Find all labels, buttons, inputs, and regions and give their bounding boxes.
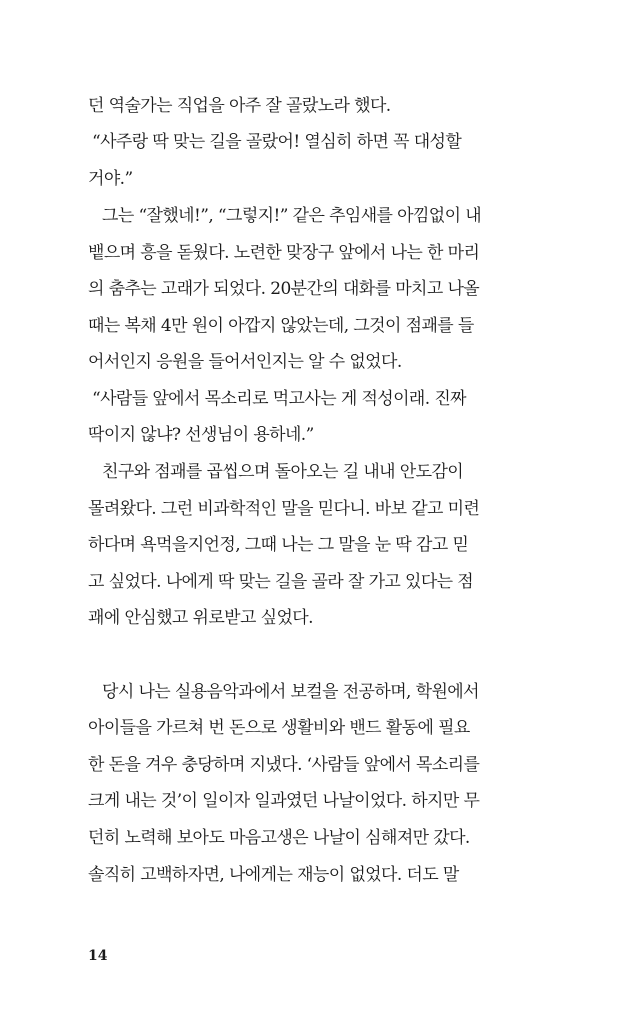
text-line: “사람들 앞에서 목소리로 먹고사는 게 적성이래. 진짜: [92, 389, 466, 409]
text-line: 크게 내는 것’이 일이자 일과였던 나날이었다. 하지만 무: [88, 791, 480, 811]
text-line: 고 싶었다. 나에게 딱 맞는 길을 골라 잘 가고 있다는 점: [88, 572, 474, 592]
text-line: 때는 복채 4만 원이 아깝지 않았는데, 그것이 점괘를 들: [88, 316, 474, 336]
text-line: 몰려왔다. 그런 비과학적인 말을 믿다니. 바보 같고 미련: [88, 499, 480, 519]
text-line: 한 돈을 겨우 충당하며 지냈다. ‘사람들 앞에서 목소리를: [88, 755, 480, 775]
text-line: 거야.”: [88, 169, 133, 189]
text-line: 그는 “잘했네!”, “그렇지!” 같은 추임새를 아낌없이 내: [102, 206, 482, 226]
text-line: 던 역술가는 직업을 아주 잘 골랐노라 했다.: [88, 96, 391, 116]
text-line: 어서인지 응원을 들어서인지는 알 수 없었다.: [88, 352, 402, 372]
text-line: 딱이지 않냐? 선생님이 용하네.”: [88, 425, 314, 445]
page-number: 14: [88, 948, 108, 964]
text-line: 의 춤추는 고래가 되었다. 20분간의 대화를 마치고 나올: [88, 279, 480, 299]
text-line: 하다며 욕먹을지언정, 그때 나는 그 말을 눈 딱 감고 믿: [88, 535, 469, 555]
text-line: 솔직히 고백하자면, 나에게는 재능이 없었다. 더도 말: [88, 865, 459, 885]
text-line: 던히 노력해 보아도 마음고생은 나날이 심해져만 갔다.: [88, 828, 470, 848]
text-line: 친구와 점괘를 곱씹으며 돌아오는 길 내내 안도감이: [102, 462, 464, 482]
text-line: 괘에 안심했고 위로받고 싶었다.: [88, 608, 313, 628]
text-line: 아이들을 가르쳐 번 돈으로 생활비와 밴드 활동에 필요: [88, 718, 470, 738]
text-line: 뱉으며 흥을 돋웠다. 노련한 맞장구 앞에서 나는 한 마리: [88, 243, 480, 263]
text-line: 당시 나는 실용음악과에서 보컬을 전공하며, 학원에서: [102, 682, 479, 702]
text-line: “사주랑 딱 맞는 길을 골랐어! 열심히 하면 꼭 대성할: [92, 132, 462, 152]
